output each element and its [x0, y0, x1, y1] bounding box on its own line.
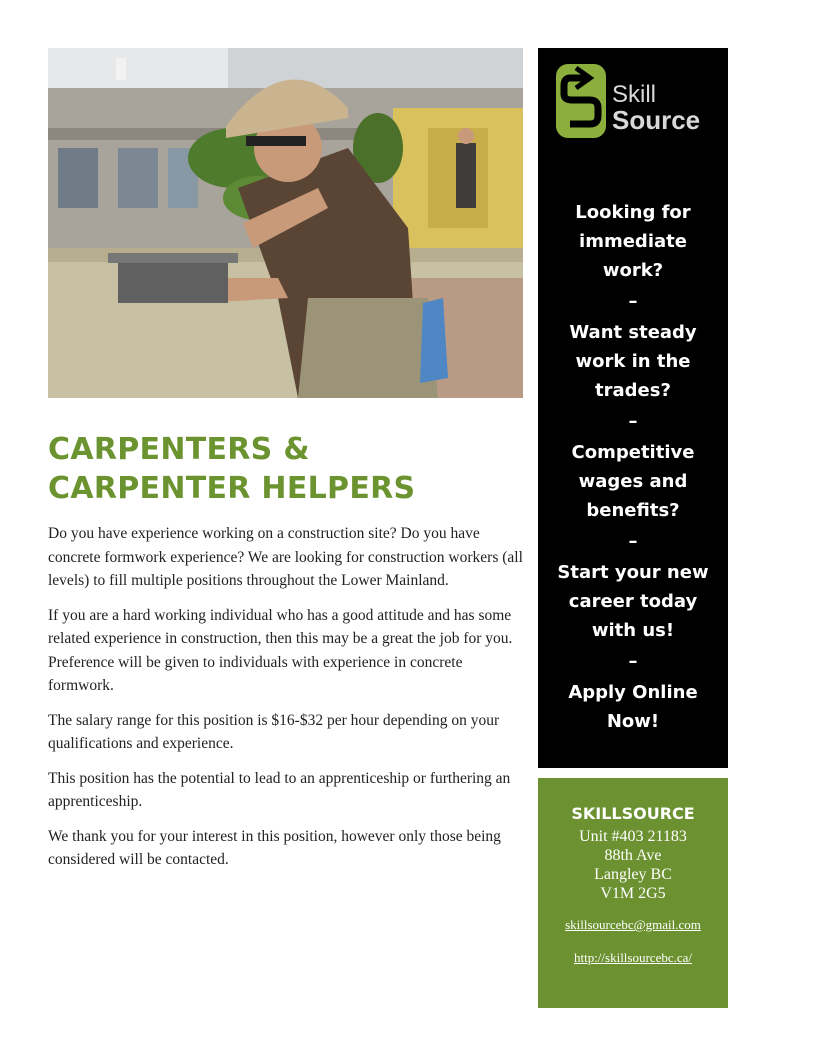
email-link[interactable]: skillsourcebc@gmail.com [565, 917, 701, 932]
pitch-separator: – [628, 411, 638, 432]
logo-text-source: Source [612, 105, 701, 135]
address-line-3: Langley BC [594, 866, 672, 883]
title-line-1: CARPENTERS & [48, 432, 310, 467]
skillsource-logo [556, 62, 716, 142]
address-line-2: 88th Ave [604, 847, 662, 864]
pitch-item-apply-online: Apply Online Now! [568, 682, 698, 732]
pitch-list [538, 198, 728, 736]
description-paragraph-2: If you are a hard working individual who has a good attitude and has some related experience in construction, then this may be a great the job for you. Preference will be given to individuals with experience in concrete formwork. [48, 606, 513, 694]
address [538, 827, 728, 903]
pitch-item-steady-work: Want steady work in the trades? [569, 322, 697, 401]
page-title [48, 430, 528, 508]
pitch-item-wages: Competitive wages and benefits? [571, 442, 695, 521]
company-name: SKILLSOURCE [571, 804, 695, 823]
address-line-4: V1M 2G5 [600, 885, 666, 902]
pitch-separator: – [628, 291, 638, 312]
description-paragraph-4: This position has the potential to lead to an apprenticeship or furthering an apprenticeship. [48, 769, 511, 810]
pitch-separator: – [628, 651, 638, 672]
job-description [48, 522, 530, 883]
contact-panel [538, 778, 728, 1008]
logo-s-icon [556, 64, 606, 138]
description-paragraph-5: We thank you for your interest in this position, however only those being considered will be contacted. [48, 827, 501, 868]
pitch-item-immediate-work: Looking for immediate work? [575, 202, 691, 281]
logo-text-skill: Skill [612, 81, 657, 108]
construction-photo [48, 48, 523, 398]
sidebar-pitch-panel [538, 48, 728, 768]
address-line-1: Unit #403 21183 [579, 828, 687, 845]
description-paragraph-3: The salary range for this position is $16-$32 per hour depending on your qualifications and experience. [48, 711, 500, 752]
description-paragraph-1: Do you have experience working on a construction site? Do you have concrete formwork experience? We are looking for construction workers (all levels) to fill multiple positions throughout the Lower Mainland. [48, 525, 523, 589]
pitch-separator: – [628, 531, 638, 552]
title-line-2: CARPENTER HELPERS [48, 471, 416, 506]
website-link[interactable]: http://skillsourcebc.ca/ [573, 950, 693, 965]
pitch-item-new-career: Start your new career today with us! [557, 562, 709, 641]
